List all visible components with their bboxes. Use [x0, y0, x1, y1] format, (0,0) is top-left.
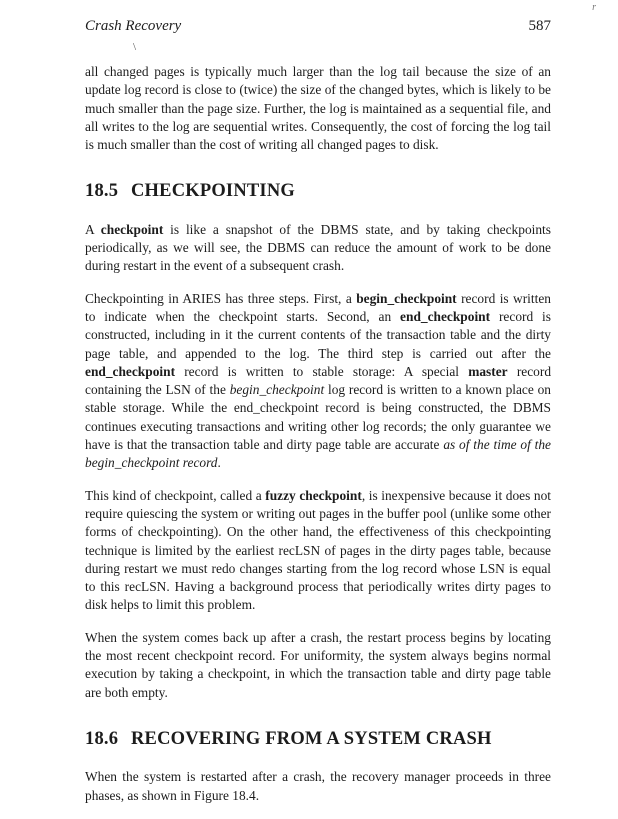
- page-body: [85, 63, 551, 819]
- term-checkpoint: checkpoint: [100, 221, 164, 237]
- stray-mark: \: [133, 41, 137, 53]
- section-number: 18.5: [85, 181, 119, 202]
- section-title: RECOVERING FROM A SYSTEM CRASH: [131, 728, 492, 749]
- term-begin-checkpoint-italic: begin_checkpoint: [229, 382, 325, 398]
- paragraph-restart: When the system comes back up after a crash, the restart process begins by locating the most recent checkpoint record. For uniformity, the system always begins normal execution by taking a checkpoint, in which the transaction table and dirty page table are both empty.: [85, 629, 551, 700]
- paragraph-fuzzy-checkpoint: This kind of checkpoint, called a fuzzy checkpoint, is inexpensive because it does not require quiescing the system or writing out pages in the buffer pool (unlike some other forms of checkpointing). On the other hand, the effectiveness of this checkpointing technique is limited by the earliest recLSN of pages in the dirty pages table, because during restart we must redo changes starting from the log record whose LSN is equal to this recLSN. Having a background process that periodically writes dirty pages to disk helps to limit this problem.: [85, 487, 551, 613]
- term-fuzzy-checkpoint: fuzzy checkpoint: [265, 487, 362, 503]
- corner-mark: r: [592, 2, 596, 13]
- page-number: 587: [528, 18, 551, 34]
- intro-paragraph: all changed pages is typically much larger than the log tail because the size of an update log record is close to (twice) the size of the changed bytes, which is likely to be much smaller than the page size. Further, the log is maintained as a sequential file, and all writes to the log are sequential writes. Consequently, the cost of forcing the log tail is much smaller than the cost of writing all changed pages to disk.: [85, 64, 551, 153]
- page-header: [85, 18, 551, 38]
- paragraph-checkpoint-steps: Checkpointing in ARIES has three steps. First, a begin_checkpoint record is written to indicate when the checkpoint starts. Second, an end_checkpoint record is constructed, including in it the current contents of the transaction table and the dirty page table, and appended to the log. The third step is carried out after the end_checkpoint record is written to stable storage: A special master record containing the LSN of the begin_checkpoint log record is written to a known place on stable storage. While the end_checkpoint record is being constructed, the DBMS continues executing transactions and writing other log records; the only guarantee we have is that the transaction table and dirty page table are accurate as of the time of the begin_checkpoint record.: [85, 290, 552, 471]
- term-end-checkpoint: end_checkpoint: [85, 363, 176, 379]
- section-heading-18-5: [85, 182, 551, 200]
- section-heading-18-6: [85, 730, 551, 748]
- phrase-as-of-time: as of the time of the begin_checkpoint record: [85, 437, 552, 471]
- section-number: 18.6: [85, 728, 119, 749]
- term-end-checkpoint: end_checkpoint: [400, 308, 491, 324]
- term-master: master: [468, 363, 508, 379]
- term-begin-checkpoint: begin_checkpoint: [356, 290, 457, 306]
- section-title: CHECKPOINTING: [131, 181, 295, 202]
- paragraph-recovery-phases: When the system is restarted after a crash, the recovery manager proceeds in three phases, as shown in Figure 18.4.: [85, 769, 551, 803]
- paragraph-checkpoint-definition: A checkpoint is like a snapshot of the DBMS state, and by taking checkpoints periodically, as we will see, the DBMS can reduce the amount of work to be done during restart in the event of a subsequent crash.: [85, 221, 551, 274]
- running-title: Crash Recovery: [85, 18, 182, 34]
